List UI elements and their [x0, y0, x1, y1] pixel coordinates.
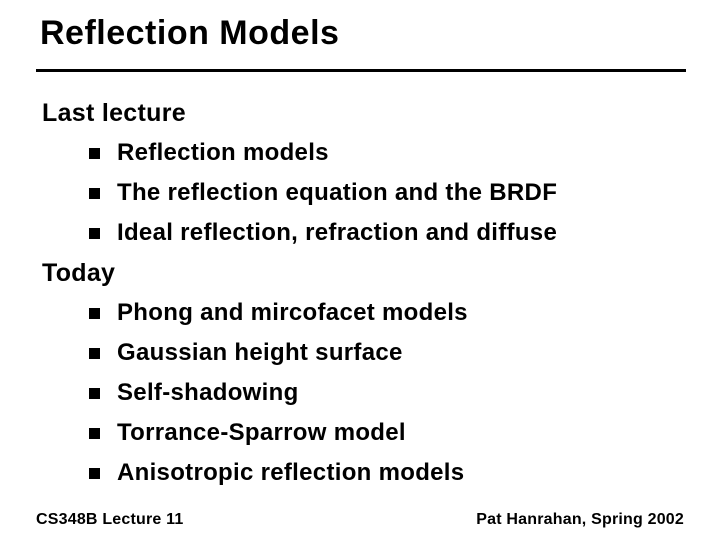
slide-title: Reflection Models	[40, 14, 340, 52]
bullet-item-label: Torrance-Sparrow model	[117, 419, 406, 446]
bullet-square-icon	[89, 388, 100, 399]
bullet-item	[0, 333, 720, 373]
bullet-square-icon	[89, 188, 100, 199]
bullet-item	[0, 453, 720, 493]
bullet-square-icon	[89, 228, 100, 239]
bullet-item-label: Ideal reflection, refraction and diffuse	[117, 219, 558, 246]
bullet-item	[0, 373, 720, 413]
bullet-item-label: Anisotropic reflection models	[117, 459, 465, 486]
bullet-item	[0, 133, 720, 173]
bullet-square-icon	[89, 148, 100, 159]
bullet-item-label: Self-shadowing	[117, 379, 299, 406]
bullet-square-icon	[89, 348, 100, 359]
bullet-item	[0, 213, 720, 253]
bullet-item-label: Phong and mircofacet models	[117, 299, 468, 326]
bullet-item	[0, 413, 720, 453]
bullet-item	[0, 173, 720, 213]
bullet-square-icon	[89, 468, 100, 479]
title-underline-rule	[36, 69, 686, 72]
footer-author-label: Pat Hanrahan, Spring 2002	[476, 511, 684, 528]
bullet-square-icon	[89, 428, 100, 439]
section-heading: Today	[42, 258, 116, 287]
bullet-item	[0, 293, 720, 333]
slide-body	[0, 93, 720, 493]
footer-lecture-label: CS348B Lecture 11	[36, 511, 184, 528]
section-heading: Last lecture	[42, 98, 186, 127]
slide-footer	[36, 511, 684, 529]
bullet-item-label: Gaussian height surface	[117, 339, 403, 366]
bullet-item-label: Reflection models	[117, 139, 329, 166]
bullet-square-icon	[89, 308, 100, 319]
bullet-item-label: The reflection equation and the BRDF	[117, 179, 558, 206]
